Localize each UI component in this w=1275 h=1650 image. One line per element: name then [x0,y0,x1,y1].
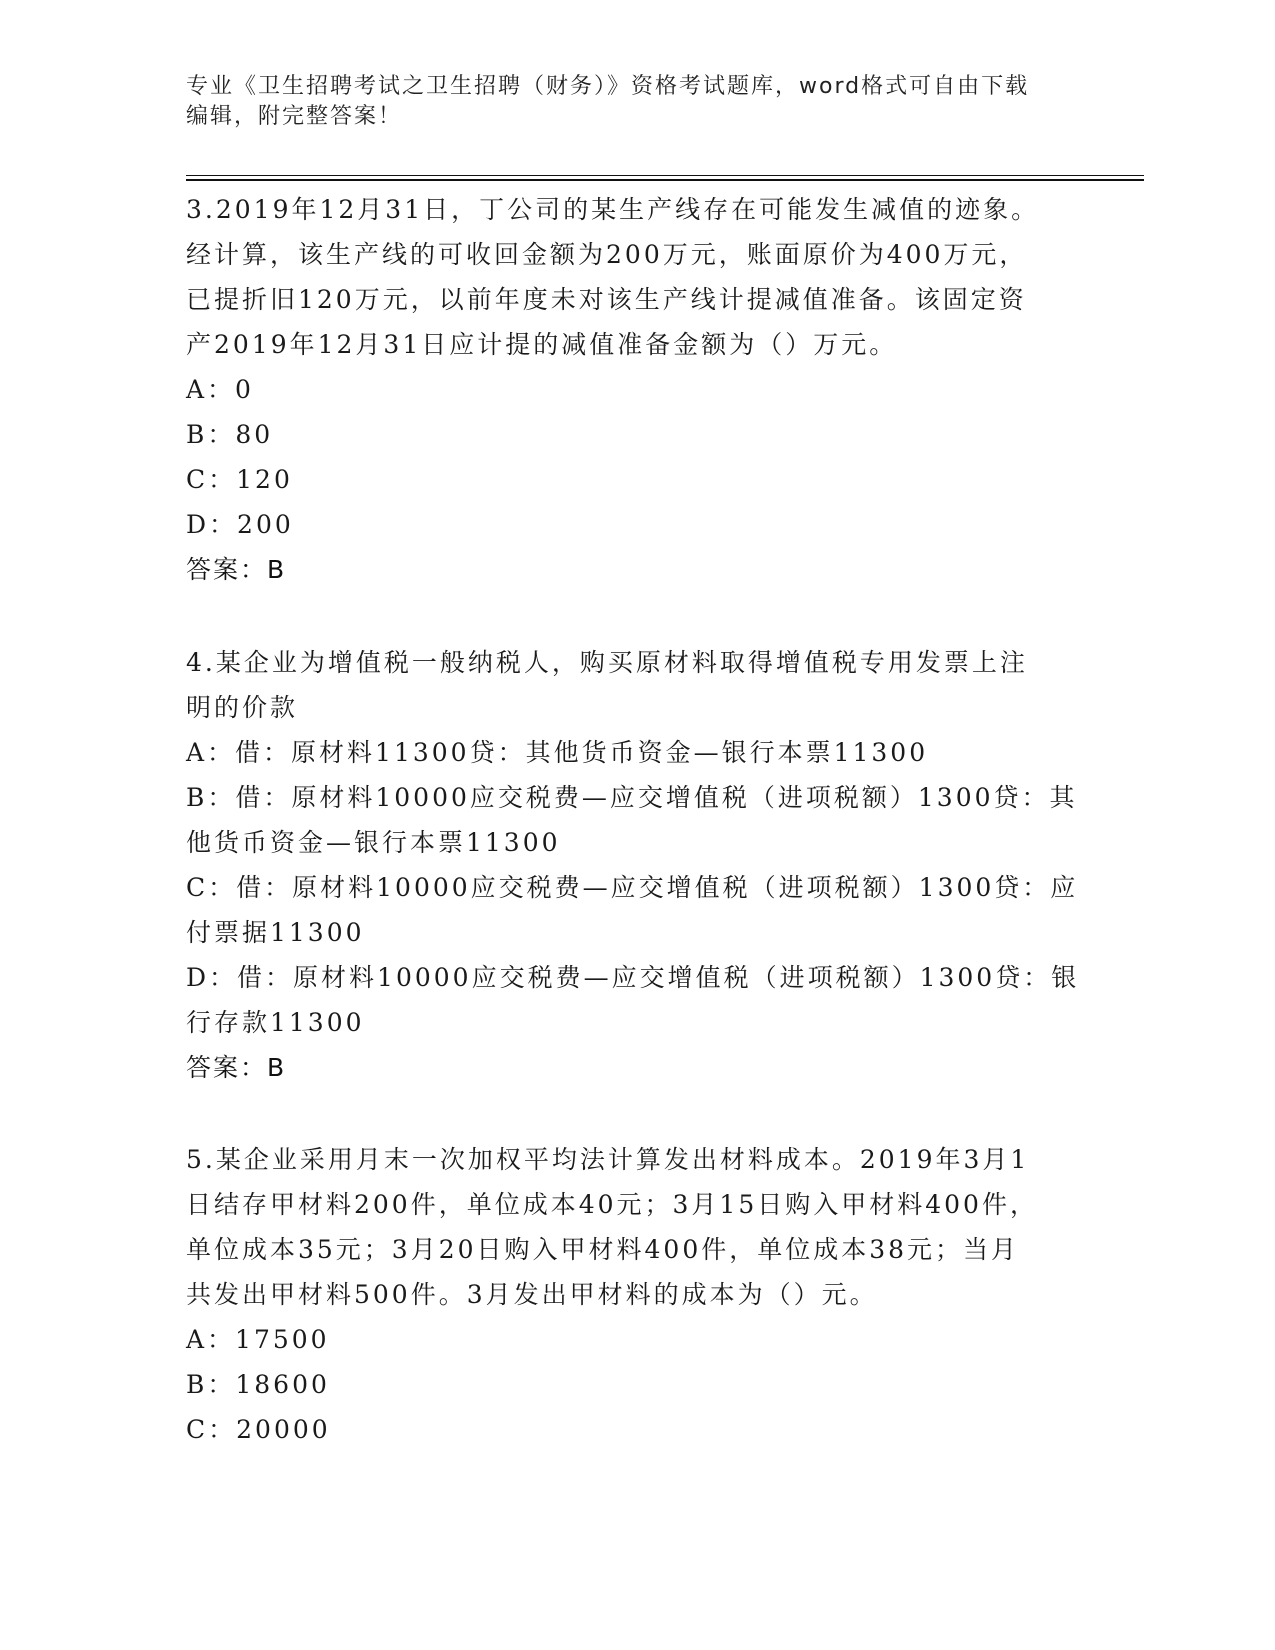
option-b: B：18600 [186,1370,330,1399]
option-d-continued: 行存款11300 [186,1008,365,1037]
question-text-line: 3.2019年12月31日，丁公司的某生产线存在可能发生减值的迹象。 [186,195,1040,224]
question-5 [186,1137,1086,1452]
question-3 [186,187,1086,592]
question-text-line: 经计算，该生产线的可收回金额为200万元，账面原价为400万元， [186,240,1028,269]
option-c-continued: 付票据11300 [186,918,365,947]
question-text-line: 5.某企业采用月末一次加权平均法计算发出材料成本。2019年3月1 [186,1145,1030,1174]
document-header [186,72,1066,132]
option-a: A：0 [186,375,254,404]
question-text-line: 单位成本35元；3月20日购入甲材料400件，单位成本38元；当月 [186,1235,1020,1264]
header-line-2: 编辑，附完整答案！ [186,104,403,129]
question-text-line: 产2019年12月31日应计提的减值准备金额为（）万元。 [186,330,898,359]
question-4 [186,640,1086,1090]
header-line-1: 专业《卫生招聘考试之卫生招聘（财务）》资格考试题库，word格式可自由下载 [186,74,1030,99]
option-d: D：200 [186,510,294,539]
question-text-line: 共发出甲材料500件。3月发出甲材料的成本为（）元。 [186,1280,878,1309]
option-d: D：借：原材料10000应交税费—应交增值税（进项税额）1300贷：银 [186,963,1080,992]
question-text-line: 已提折旧120万元，以前年度未对该生产线计提减值准备。该固定资 [186,285,1027,314]
header-divider-thick [186,179,1144,181]
answer-line: 答案：B [186,555,287,584]
option-c: C：120 [186,465,293,494]
option-a: A：借：原材料11300贷：其他货币资金—银行本票11300 [186,738,929,767]
option-a: A：17500 [186,1325,330,1354]
option-b-continued: 他货币资金—银行本票11300 [186,828,561,857]
header-divider-thin [186,175,1144,176]
option-c: C：借：原材料10000应交税费—应交增值税（进项税额）1300贷：应 [186,873,1079,902]
option-b: B：80 [186,420,274,449]
option-c: C：20000 [186,1415,331,1444]
question-text-line: 日结存甲材料200件，单位成本40元；3月15日购入甲材料400件， [186,1190,1038,1219]
question-text-line: 4.某企业为增值税一般纳税人，购买原材料取得增值税专用发票上注 [186,648,1028,677]
question-text-line: 明的价款 [186,693,299,722]
option-b: B：借：原材料10000应交税费—应交增值税（进项税额）1300贷：其 [186,783,1078,812]
answer-line: 答案：B [186,1053,287,1082]
